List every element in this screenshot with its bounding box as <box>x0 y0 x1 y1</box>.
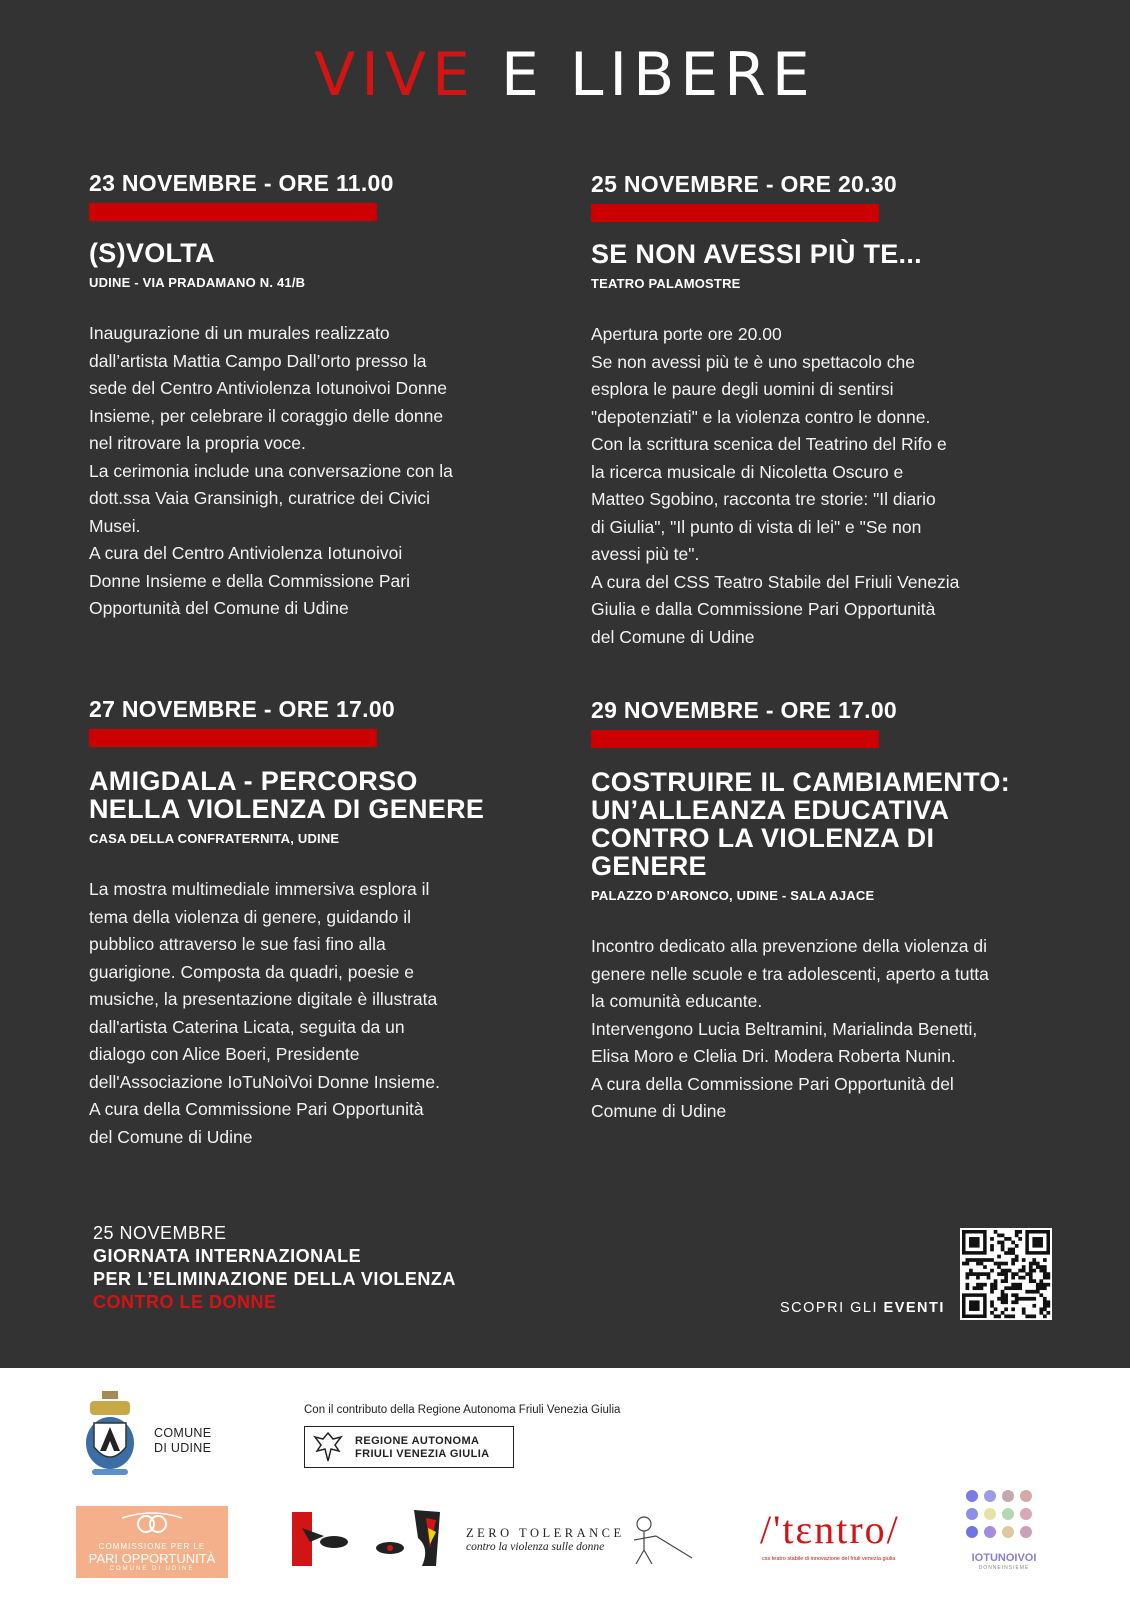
desc-line: di Giulia", "Il punto di vista di lei" e "Se non <box>591 516 922 537</box>
event-title <box>591 768 1041 880</box>
zero-line: ZERO TOLERANCE <box>466 1526 625 1540</box>
zero-tolerance-art-icon <box>290 1508 460 1568</box>
desc-line: Opportunità del Comune di Udine <box>89 598 349 618</box>
event-description <box>591 321 1021 651</box>
regione-line: FRIULI VENEZIA GIULIA <box>355 1448 490 1460</box>
contribution-note: Con il contributo della Regione Autonoma Friuli Venezia Giulia <box>304 1404 621 1416</box>
desc-line: Se non avessi più te è uno spettacolo che <box>591 351 915 372</box>
discover-label-bold: EVENTI <box>883 1300 945 1316</box>
event-title-line: AMIGDALA - PERCORSO <box>89 766 418 796</box>
event-title-line: GENERE <box>591 851 707 881</box>
event-date: 29 NOVEMBRE - ORE 17.00 <box>591 697 898 723</box>
desc-line: Matteo Sgobino, racconta tre storie: "Il diario <box>591 489 936 509</box>
iotunoivoi-label: IOTUNOIVOI <box>971 1552 1037 1564</box>
event-date-bar <box>89 203 377 221</box>
event-place: CASA DELLA CONFRATERNITA, UDINE <box>89 831 340 846</box>
event-title <box>89 239 519 267</box>
comune-udine-label <box>154 1426 211 1456</box>
regione-logo <box>304 1426 514 1468</box>
desc-line: Incontro dedicato alla prevenzione della violenza di <box>591 936 987 956</box>
day-announcement <box>93 1222 456 1314</box>
desc-line: del Comune di Udine <box>89 1126 253 1147</box>
title-white-words: E LIBERE <box>501 40 816 110</box>
zero-tolerance-label <box>466 1526 625 1553</box>
announcement-line-2: PER L’ELIMINAZIONE DELLA VIOLENZA <box>93 1269 456 1289</box>
event-card <box>591 171 1021 651</box>
iotunoivoi-subtitle: DONNEINSIEME <box>978 1565 1030 1571</box>
announcement-date: 25 NOVEMBRE <box>93 1223 227 1243</box>
desc-line: genere nelle scuole e tra adolescenti, aperto a tutta <box>591 963 989 984</box>
event-title <box>591 240 1021 268</box>
event-place: PALAZZO D’ARONCO, UDINE - SALA AJACE <box>591 888 875 903</box>
desc-line: Insieme, per celebrare il coraggio delle donne <box>89 405 444 426</box>
desc-line: nel ritrovare la propria voce. <box>89 433 306 453</box>
event-date: 27 NOVEMBRE - ORE 17.00 <box>89 696 396 722</box>
event-date-bar <box>591 730 879 748</box>
event-description <box>89 320 519 623</box>
event-description <box>591 933 1041 1126</box>
event-title-line: SE NON AVESSI PIÙ TE... <box>591 239 922 269</box>
desc-line: tema della violenza di genere, guidando il <box>89 906 412 927</box>
event-place: TEATRO PALAMOSTRE <box>591 276 741 291</box>
pari-opportunita-logo <box>76 1506 228 1578</box>
qr-code-icon <box>960 1228 1052 1320</box>
pari-line: COMMISSIONE PER LE <box>98 1542 206 1551</box>
event-title-line: CONTRO LA VIOLENZA DI <box>591 823 935 853</box>
pari-line: COMUNE DI UDINE <box>109 1566 195 1572</box>
event-date-bar <box>591 204 879 222</box>
qr-code[interactable] <box>960 1228 1052 1320</box>
event-card <box>591 697 1041 1126</box>
announcement-line-3: CONTRO LE DONNE <box>93 1292 277 1312</box>
event-card <box>89 696 519 1151</box>
comune-line: COMUNE <box>154 1426 212 1440</box>
sponsor-logos <box>0 1368 1130 1600</box>
event-card <box>89 170 519 623</box>
desc-line: esplora le paure degli uomini di sentirsi <box>591 379 894 399</box>
desc-line: avessi più te". <box>591 544 700 564</box>
iotunoivoi-dots-icon <box>966 1490 1038 1550</box>
desc-line: Inaugurazione di un murales realizzato <box>89 323 390 343</box>
regione-label <box>355 1435 490 1461</box>
desc-line: A cura della Commissione Pari Opportunità del <box>591 1073 954 1094</box>
event-description <box>89 876 519 1151</box>
event-place: UDINE - VIA PRADAMANO N. 41/B <box>89 275 306 290</box>
udine-coat-of-arms-icon <box>80 1391 140 1481</box>
event-title-line: UN’ALLEANZA EDUCATIVA <box>591 795 950 825</box>
desc-line: Elisa Moro e Clelia Dri. Modera Roberta Nunin. <box>591 1046 956 1066</box>
announcement-line-1: GIORNATA INTERNAZIONALE <box>93 1246 362 1266</box>
desc-line: A cura del CSS Teatro Stabile del Friuli Venezia <box>591 571 960 592</box>
desc-line: dialogo con Alice Boeri, Presidente <box>89 1044 360 1064</box>
event-title-line: NELLA VIOLENZA DI GENERE <box>89 794 485 824</box>
desc-line: Con la scrittura scenica del Teatrino del Rifo e <box>591 434 947 454</box>
rings-icon <box>120 1512 184 1536</box>
desc-line: dell'Associazione IoTuNoiVoi Donne Insieme. <box>89 1071 440 1092</box>
eagle-icon <box>313 1431 343 1465</box>
teatro-logo: /'tɛntro/ <box>760 1507 900 1552</box>
desc-line: musiche, la presentazione digitale è illustrata <box>89 989 438 1009</box>
event-title-line: (S)VOLTA <box>89 238 215 268</box>
desc-line: la comunità educante. <box>591 991 763 1011</box>
event-title <box>89 767 519 823</box>
desc-line: "depotenziati" e la violenza contro le donne. <box>591 406 931 427</box>
desc-line: La cerimonia include una conversazione con la <box>89 460 453 481</box>
desc-line: dott.ssa Vaia Gransinigh, curatrice dei Civici <box>89 488 431 508</box>
desc-line: sede del Centro Antiviolenza Iotunoivoi Donne <box>89 378 448 398</box>
pari-line: PARI OPPORTUNITÀ <box>88 1551 216 1566</box>
discover-events-link[interactable] <box>780 1300 945 1316</box>
title-red-word: VIVE <box>314 40 476 110</box>
desc-line: guarigione. Composta da quadri, poesie e <box>89 961 414 982</box>
event-date-bar <box>89 729 377 747</box>
child-drawing-icon <box>626 1514 696 1570</box>
desc-line: Apertura porte ore 20.00 <box>591 324 782 344</box>
desc-line: dall'artista Caterina Licata, seguita da un <box>89 1016 405 1037</box>
event-title-line: COSTRUIRE IL CAMBIAMENTO: <box>591 767 1010 797</box>
desc-line: Musei. <box>89 515 141 536</box>
desc-line: Giulia e dalla Commissione Pari Opportunità <box>591 599 936 619</box>
desc-line: la ricerca musicale di Nicoletta Oscuro e <box>591 461 904 482</box>
desc-line: A cura del Centro Antiviolenza Iotunoivoi <box>89 543 403 563</box>
desc-line: del Comune di Udine <box>591 626 755 647</box>
event-date: 25 NOVEMBRE - ORE 20.30 <box>591 171 898 197</box>
teatro-subtitle: css teatro stabile di innovazione del friuli venezia giulia <box>762 1556 896 1562</box>
desc-line: Intervengono Lucia Beltramini, Marialinda Benetti, <box>591 1018 978 1039</box>
comune-line: DI UDINE <box>154 1441 212 1455</box>
poster-title <box>0 40 1130 110</box>
pari-label <box>76 1542 228 1572</box>
desc-line: Donne Insieme e della Commissione Pari <box>89 570 410 591</box>
zero-line: contro la violenza sulle donne <box>466 1541 605 1553</box>
event-date: 23 NOVEMBRE - ORE 11.00 <box>89 170 394 196</box>
desc-line: pubblico attraverso le sue fasi fino alla <box>89 934 386 954</box>
desc-line: La mostra multimediale immersiva esplora il <box>89 879 430 899</box>
desc-line: dall’artista Mattia Campo Dall’orto presso la <box>89 350 427 371</box>
regione-line: REGIONE AUTONOMA <box>355 1435 480 1447</box>
desc-line: A cura della Commissione Pari Opportunità <box>89 1099 424 1119</box>
desc-line: Comune di Udine <box>591 1101 727 1121</box>
discover-label: SCOPRI GLI <box>780 1300 884 1316</box>
